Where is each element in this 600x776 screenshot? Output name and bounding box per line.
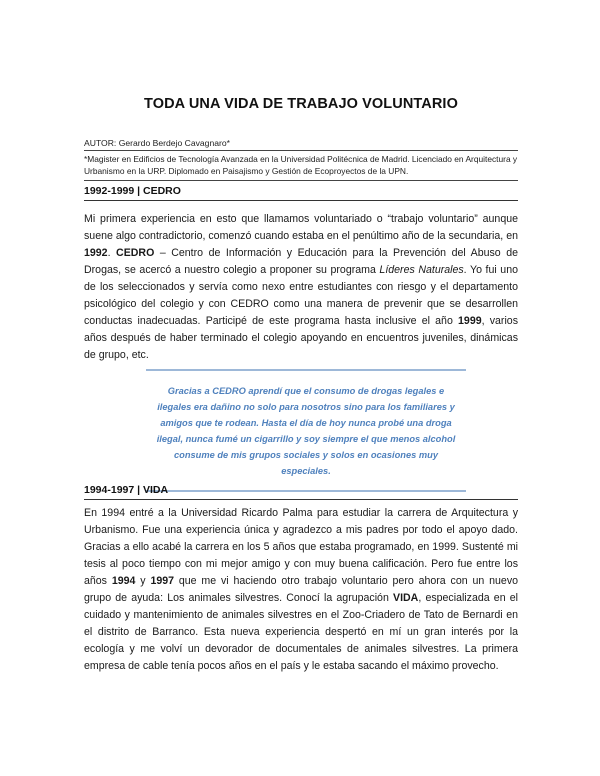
paragraph-cedro	[84, 211, 518, 364]
text-run: . Yo fui uno de los seleccionados y servía como nexo entre estudiantes con riesgo y el departamento psicológico del colegio y con CEDRO como una manera de prevenir que se desarrollen conductas inadecuadas. Participé de este programa hasta inclusive el año	[84, 264, 518, 327]
program-name: Líderes Naturales	[379, 264, 464, 276]
vida-name: VIDA	[393, 592, 419, 604]
text-run: y	[135, 575, 151, 587]
year-1992: 1992	[84, 247, 108, 259]
section-heading-vida: 1994-1997 | VIDA	[84, 484, 518, 500]
year-1994: 1994	[111, 575, 136, 587]
text-run: .	[107, 247, 117, 259]
pull-quote: Gracias a CEDRO aprendí que el consumo de drogas legales e ilegales era dañino no solo para nosotros sino para los familiares y amigos que te rodean. Hasta el día de hoy nunca probé una droga ilegal, nunca fumé un cigarrillo y soy siempre el que menos alcohol consume de mis grupos sociales y solos en ocasiones muy especiales.	[146, 369, 466, 492]
year-1999: 1999	[458, 315, 482, 327]
document-title: TODA UNA VIDA DE TRABAJO VOLUNTARIO	[144, 96, 458, 112]
author-note: *Magister en Edificios de Tecnología Avanzada en la Universidad Politécnica de Madrid. Licenciado en Arquitectura y Urbanismo en la URP. Diplomado en Paisajismo y Gestión de Ecoproyectos de la UPN.	[84, 153, 518, 181]
text-run: – Centro de Información y Educación para la Prevención del Abuso de Drogas, se acercó a nuestro colegio a proponer su programa	[84, 247, 518, 276]
year-1997: 1997	[150, 575, 175, 587]
author-line: AUTOR: Gerardo Berdejo Cavagnaro*	[84, 138, 518, 151]
text-run: , especializada en el cuidado y mantenimiento de animales silvestres en el Zoo-Criadero de Tato de Bernardi en el distrito de Barranco. Esta nueva experiencia despertó en mí un gran interés por la ecología y me volví un devorador de documentales de animales silvestres. La primera empresa de cable tenía pocos años en el país y le estaba sacando el máximo provecho.	[84, 592, 518, 672]
paragraph-vida	[84, 505, 518, 675]
text-run: , varios años después de haber terminado el colegio apoyando en encuentros juveniles, dinámicas de grupo, etc.	[84, 315, 518, 361]
text-run: En 1994 entré a la Universidad Ricardo Palma para estudiar la carrera de Arquitectura y Urbanismo. Fue una experiencia única y agradezco a mis padres por todo el apoyo dado. Gracias a ello acabé la carrera en los 5 años que estaba programado, en 1999. Sustenté mi tesis al poco tiempo con mi mejor amigo y con muy buena calificación. Pero fue entre los años	[84, 507, 518, 587]
text-run: Mi primera experiencia en esto que llamamos voluntariado o “trabajo voluntario” aunque suene algo contradictorio, comenzó cuando estaba en el penúltimo año de la secundaria, en	[84, 213, 518, 242]
text-run: que me vi haciendo otro trabajo voluntario pero ahora con un nuevo grupo de ayuda: Los animales silvestres. Conocí la agrupación	[84, 575, 519, 604]
cedro-name: CEDRO	[116, 247, 155, 259]
section-heading-cedro: 1992-1999 | CEDRO	[84, 185, 518, 201]
